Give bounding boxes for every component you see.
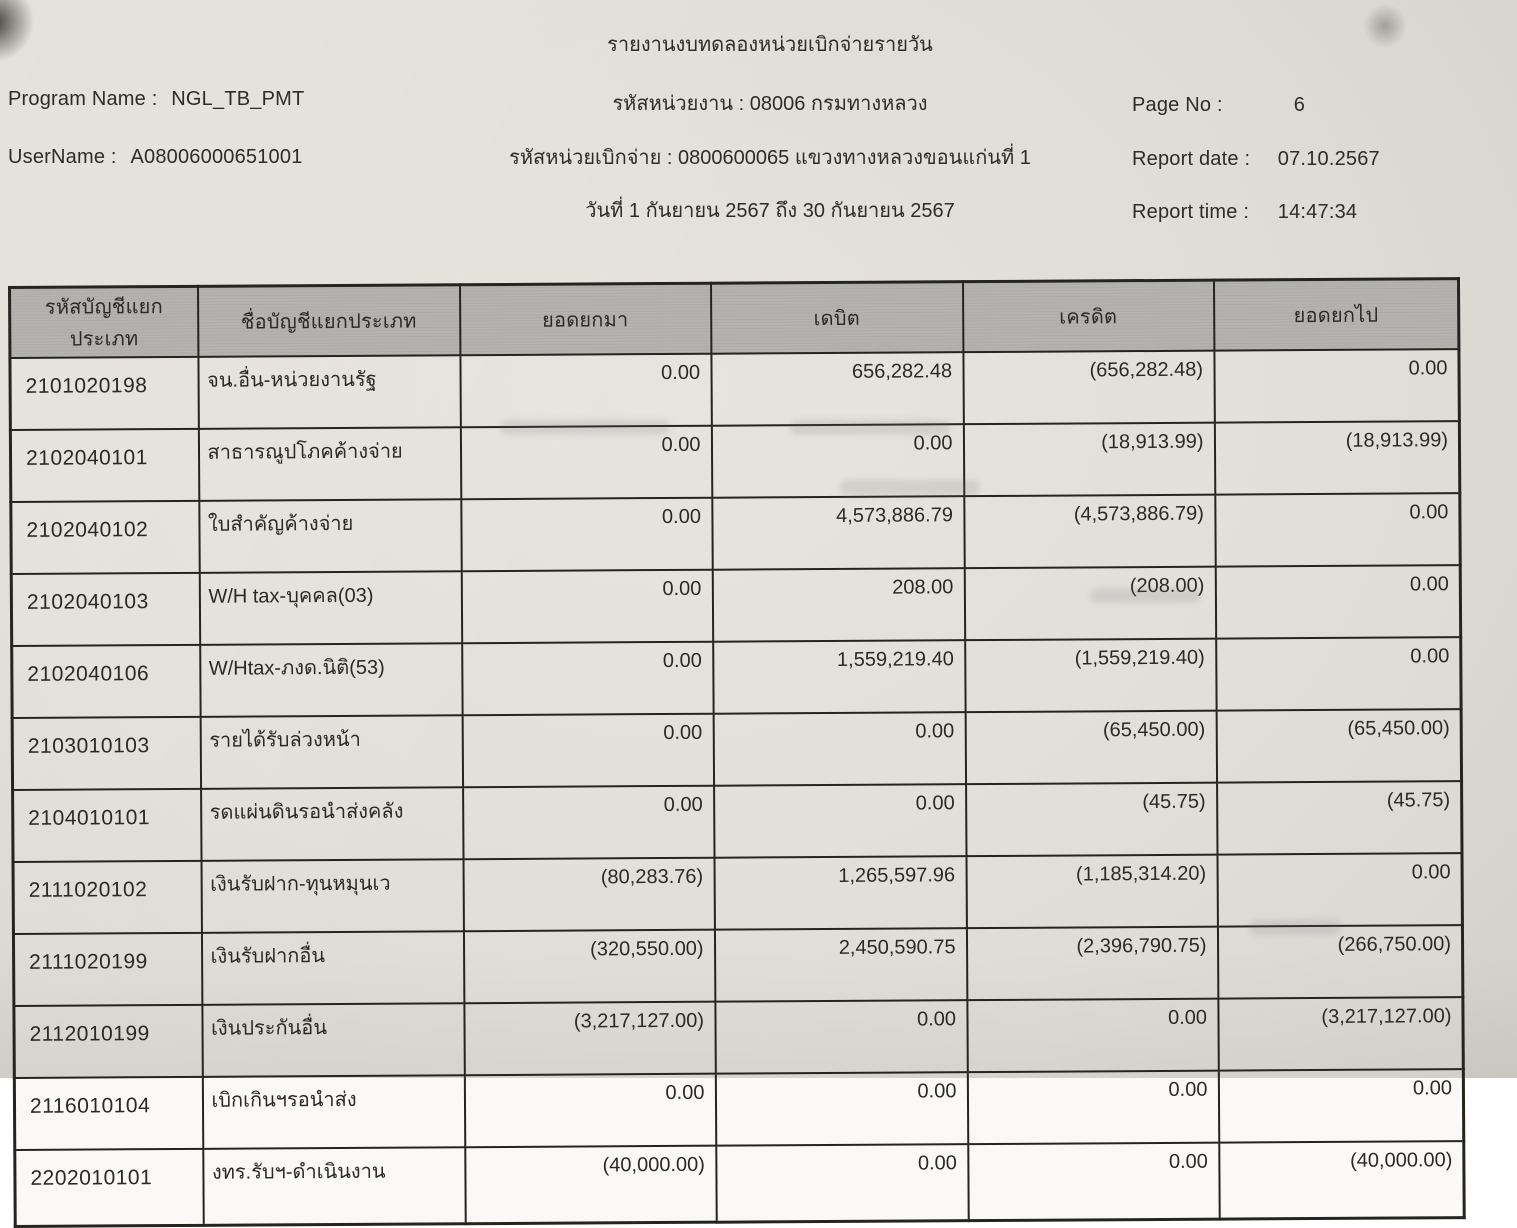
debit-cell: 0.00 [714,784,966,858]
account-name-cell: สาธารณูปโภคค้างจ่าย [198,427,460,501]
report-time-label: Report time : [1132,201,1250,223]
credit-cell: 0.00 [967,999,1218,1073]
report-time-value: 14:47:34 [1277,201,1358,223]
closing-balance-cell: 0.00 [1217,853,1462,926]
account-code-cell: 2202010101 [15,1149,203,1227]
credit-cell: (2,396,790.75) [966,927,1217,1001]
opening-balance-cell: 0.00 [463,786,714,860]
report-date-line [1132,145,1380,173]
opening-balance-cell: 0.00 [460,354,711,428]
debit-cell: 1,265,597.96 [714,856,966,930]
username-label: UserName : [8,146,117,168]
username-line [8,143,303,171]
table-row [11,565,1460,646]
opening-balance-cell: (40,000.00) [465,1146,716,1224]
account-name-cell: W/Htax-ภงด.นิติ(53) [200,643,462,717]
opening-balance-cell: (80,283.76) [463,858,714,932]
col-header-debit: เดบิต [710,282,962,354]
credit-cell: (208.00) [964,567,1215,641]
table-row [10,421,1459,502]
opening-balance-cell: 0.00 [460,426,711,500]
page-no-line [1132,91,1305,119]
credit-cell: (1,185,314.20) [966,855,1217,929]
agency-line: รหัสหน่วยงาน : 08006 กรมทางหลวง [612,93,928,115]
program-name-line [8,85,304,113]
account-name-cell: จน.อื่น-หน่วยงานรัฐ [198,355,460,429]
table-row [14,997,1463,1078]
credit-cell: (45.75) [966,783,1217,857]
bleed-through-smudge [1090,588,1200,603]
closing-balance-cell: (3,217,127.00) [1218,997,1463,1070]
closing-balance-cell: 0.00 [1218,1069,1463,1142]
debit-cell: 1,559,219.40 [713,640,965,714]
debit-cell: 0.00 [711,424,963,498]
opening-balance-cell: 0.00 [462,642,713,716]
username-value: A08006000651001 [130,146,303,168]
account-code-cell: 2102040101 [10,429,198,502]
closing-balance-cell: 0.00 [1214,349,1459,422]
table-row [14,1069,1463,1150]
page-title: รายงานงบทดลองหน่วยเบิกจ่ายรายวัน [607,34,933,56]
debit-cell: 4,573,886.79 [712,496,964,570]
account-name-cell: เงินรับฝาก-ทุนหมุนเว [201,859,463,933]
table-header-row [10,279,1459,358]
opening-balance-cell: 0.00 [461,570,712,644]
account-code-cell: 2101020198 [10,357,198,430]
closing-balance-cell: (266,750.00) [1217,925,1462,998]
debit-cell: 2,450,590.75 [714,928,966,1002]
col-header-account-code: รหัสบัญชีแยกประเภท [10,286,198,358]
credit-cell: (4,573,886.79) [964,495,1215,569]
bleed-through-smudge [500,420,670,435]
closing-balance-cell: (18,913.99) [1214,421,1459,494]
bleed-through-smudge [790,420,950,435]
closing-balance-cell: 0.00 [1215,565,1460,638]
credit-cell: (18,913.99) [963,423,1214,497]
account-code-cell: 2111020102 [13,861,201,934]
account-name-cell: งทร.รับฯ-ดำเนินงาน [203,1147,465,1225]
table-row [12,709,1461,790]
account-code-cell: 2116010104 [14,1077,202,1150]
credit-cell: 0.00 [967,1071,1218,1145]
opening-balance-cell: 0.00 [462,714,713,788]
col-header-opening-balance: ยอดยกมา [460,283,711,355]
debit-cell: 656,282.48 [711,352,963,426]
account-code-cell: 2102040103 [11,573,199,646]
account-name-cell: W/H tax-บุคคล(03) [199,571,461,645]
opening-balance-cell: (3,217,127.00) [464,1002,715,1076]
account-code-cell: 2104010101 [13,789,201,862]
table-row [12,637,1461,718]
report-date-label: Report date : [1132,148,1251,170]
debit-cell: 0.00 [713,712,965,786]
table-row [15,1141,1464,1226]
account-code-cell: 2103010103 [12,717,200,790]
account-code-cell: 2112010199 [14,1005,202,1078]
report-time-line [1132,198,1357,226]
debit-cell: 208.00 [712,568,964,642]
account-name-cell: เงินรับฝากอื่น [201,931,463,1005]
table-row [13,853,1462,934]
credit-cell: (656,282.48) [963,351,1214,425]
account-name-cell: รดแผ่นดินรอนำส่งคลัง [201,787,463,861]
closing-balance-cell: 0.00 [1215,493,1460,566]
account-name-cell: เบิกเกินฯรอนำส่ง [202,1075,464,1149]
page-no-value: 6 [1293,94,1306,116]
trial-balance-table-wrap [8,277,1463,1228]
opening-balance-cell: (320,550.00) [463,930,714,1004]
debit-cell: 0.00 [716,1144,968,1222]
col-header-closing-balance: ยอดยกไป [1213,279,1458,351]
opening-balance-cell: 0.00 [461,498,712,572]
closing-balance-cell: 0.00 [1216,637,1461,710]
closing-balance-cell: (45.75) [1217,781,1462,854]
bleed-through-smudge [1250,920,1340,935]
col-header-credit: เครดิต [962,280,1213,352]
account-table-body [10,349,1464,1226]
debit-cell: 0.00 [715,1000,967,1074]
table-row [10,349,1459,430]
program-name-value: NGL_TB_PMT [171,88,305,110]
account-name-cell: ใบสำคัญค้างจ่าย [199,499,461,573]
trial-balance-table [8,277,1466,1228]
debit-cell: 0.00 [715,1072,967,1146]
opening-balance-cell: 0.00 [464,1074,715,1148]
page-no-label: Page No : [1132,94,1223,116]
table-row [13,925,1462,1006]
col-header-account-name: ชื่อบัญชีแยกประเภท [198,285,460,357]
closing-balance-cell: (40,000.00) [1219,1141,1464,1219]
closing-balance-cell: (65,450.00) [1216,709,1461,782]
account-code-cell: 2111020199 [13,933,201,1006]
credit-cell: 0.00 [968,1143,1219,1221]
report-date-value: 07.10.2567 [1277,148,1380,170]
program-name-label: Program Name : [8,88,158,110]
account-name-cell: รายได้รับล่วงหน้า [200,715,462,789]
account-name-cell: เงินประกันอื่น [202,1003,464,1077]
table-row [11,493,1460,574]
table-row [13,781,1462,862]
account-code-cell: 2102040106 [12,645,200,718]
report-header-center [450,0,1090,240]
period-line: วันที่ 1 กันยายน 2567 ถึง 30 กันยายน 2567 [585,200,955,222]
bleed-through-smudge [840,480,980,495]
disbursement-unit-line: รหัสหน่วยเบิกจ่าย : 0800600065 แขวงทางหลวงขอนแก่นที่ 1 [509,147,1031,169]
account-code-cell: 2102040102 [11,501,199,574]
credit-cell: (1,559,219.40) [965,639,1216,713]
credit-cell: (65,450.00) [965,711,1216,785]
